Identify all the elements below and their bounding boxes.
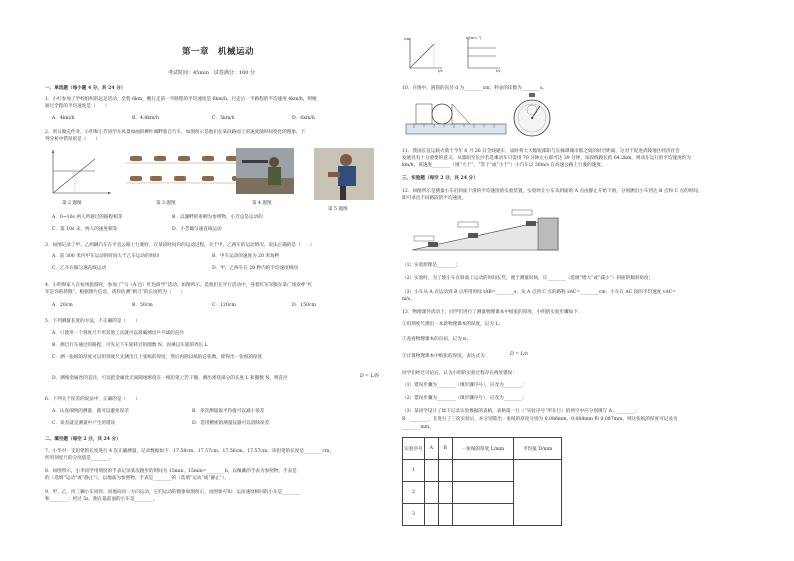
q12-step-1: （1）实验原理是________； xyxy=(402,263,461,268)
q13-discussion: 同学们经过讨论后，认为小明的实验过程存在两处错误： xyxy=(402,371,517,376)
figure-3-caption: 第 3 题图 xyxy=(156,201,176,206)
figure-4-caption: 第 4 题图 xyxy=(252,201,272,206)
question-12-line-1: 12．如图所示是测量小车沿斜面下滑的平均速度的实验装置，实验时让小车从斜面的 A 点由静止开始下滑，分别测出小车到达 B 点和 C 点的时间， xyxy=(402,189,703,194)
q2-speed-time-graph xyxy=(45,147,113,199)
q3-option-d: D．甲、乙两车在 20 秒内的平均速度相同 xyxy=(212,266,298,271)
question-7-line-2: 所用刻度尺的分度值是________。 xyxy=(45,456,114,461)
question-3: 3．如图记录了甲、乙两辆汽车在平直公路上行驶时，在某段时间内的运动过程，关于甲、乙两车的运动情况，说法正确的是（ ） xyxy=(45,243,315,248)
table-header-cell: A xyxy=(424,438,438,460)
q4-option-a: A．20cm xyxy=(52,303,73,308)
section-heading-1: 一、单选题（每小题 4 分，共 24 分） xyxy=(45,86,126,91)
q13-table-note-3: ________mm。 xyxy=(402,425,434,430)
question-10: 10．在图中，圆筒的直径 d 为________cm；秒表的读数为________s。 xyxy=(402,86,548,91)
table-cell xyxy=(452,482,514,504)
table-header-row xyxy=(403,438,562,460)
q2-option-c: C．第 10s 末，两人的速度相等 xyxy=(52,227,118,232)
table-average-cell xyxy=(514,460,562,526)
question-8-line-1: 8．如图所示，小李同学用刻度的手表记录某次跑步的时间为 15min，15min=________h，以佩戴的手表为参照物，手表是 xyxy=(45,469,297,474)
q3-option-c: C．乙车在做匀速直线运动 xyxy=(52,266,107,271)
q4-soldier-photo xyxy=(236,148,294,194)
question-11-line-1: 11．我国长征运载火箭于今年 6 月 26 日全线通车，届时将大大缩短邵阳与长株潭城市群之间的时空距离，这对于促进武陵地区经济社会 xyxy=(402,149,680,154)
q5-option-a: A．只使用一个刻度尺不用其他工具就可以准确测出乒乓球的直径 xyxy=(52,331,184,336)
q13-data-table xyxy=(402,437,562,526)
table-cell xyxy=(424,460,438,482)
q3-cars-illustration xyxy=(124,150,248,190)
q13-step-2: ②查看物理课本的页码，记为 n； xyxy=(402,337,471,342)
question-7-line-1: 7．小华对一支铅笔的长度进行 4 次正确测量，记录数据如下：17.58cm、17.57cm、17.56cm、17.57cm，该铅笔的长度是________cm， xyxy=(45,449,334,454)
table-cell: 3 xyxy=(403,504,425,526)
question-2-line-1: 2．周日做完作业，小明和小芳同学在风景如画的柳叶湖畔骑自行车，如图所示是他们在某段路面上的速度随时间变化的图象，下 xyxy=(45,130,306,135)
table-header-cell: 平均值 D/mm xyxy=(514,438,562,460)
q3-option-b: B．甲车运动的速度为 20 米每秒 xyxy=(212,254,280,259)
question-1-line-2: 通过全程的平均速度是（ ） xyxy=(45,104,110,109)
section-heading-3: 三、实验题（每空 2 分，共 24 分） xyxy=(402,176,478,181)
question-6: 6．下列关于误差的说法中，正确的是（ ） xyxy=(45,397,140,402)
q1-option-c: C．5km/h xyxy=(212,116,235,121)
q5-runner-photo xyxy=(314,148,374,200)
question-11-line-2: 发展具有十分重要的意义。从邵阳至长沙若选乘动车只需用 70 分钟左右即可达 39 分钟，该段线路长约 64.2km，则动车运行的平均速度约为 xyxy=(402,156,692,161)
g1-y-label: s/m xyxy=(404,37,411,41)
q2-option-b: B．以湖畔的垂柳为参照物，小芳总是运动的 xyxy=(172,215,263,220)
q1-option-d: D．6km/h xyxy=(292,116,315,121)
table-cell xyxy=(438,504,452,526)
figure-5-caption: 第 5 题图 xyxy=(328,207,348,212)
q13-table-note-1: （3）某同学设计了如下记录实验数据的表格，表格第一行（“实验序号”所在行）的两空中应分别填写 A：________； xyxy=(402,409,640,414)
q6-option-a: A．认真细致的测量，就可以避免误差 xyxy=(52,409,129,414)
exam-info: 考试时间：45min 试卷满分：100 分 xyxy=(168,70,256,76)
q6-option-d: D．选用精密的测量仪器可以消除误差 xyxy=(192,421,270,426)
table-cell xyxy=(424,482,438,504)
table-header-cell: B xyxy=(438,438,452,460)
q5-formula: D = L/N xyxy=(360,374,380,379)
q5-option-b: B．测自行车通过的路程，可先记下车轮转过的圈数 N，再乘以车轮的周长 L xyxy=(52,343,208,348)
question-12-line-2: 即可求出不同路段的平均速度。 xyxy=(402,196,467,201)
q1-option-a: A．4km/h xyxy=(52,116,75,121)
table-cell xyxy=(424,504,438,526)
q2-option-d: D．小芳做匀速直线运动 xyxy=(172,227,222,232)
q12-step-3: （3）小车从 A 点运动到 B 点所用时间 tAB=________s；从 A 点到 C 点的路程 sAC=________cm；小车在 AC 段的平均速度 vAC= xyxy=(402,290,677,295)
table-cell xyxy=(452,504,514,526)
q13-table-note-2: B：________，在进行了三次实验后，并分别算出一张纸的厚度分别为 0.086mm、0.088mm 和 0.087mm，则这张纸的厚度可记录为 xyxy=(402,417,678,422)
table-cell xyxy=(438,482,452,504)
left-column xyxy=(40,0,395,561)
q2-option-a: A．0~10s 两人所通过的路程相等 xyxy=(52,215,123,220)
q12-incline-figure xyxy=(408,208,568,256)
q10-ruler-cylinder-figure xyxy=(404,98,514,138)
section-heading-2: 二、填空题（每空 2 分，共 24 分） xyxy=(45,437,121,442)
right-column xyxy=(402,0,764,561)
table-cell xyxy=(452,460,514,482)
q5-option-d: D．测细金属丝的直径，可以把金属丝无间隙地密绕在一根铅笔上若干圈，测出密绕部分的长度 L 和圈数 N，则直径 xyxy=(52,376,288,381)
question-8-line-2: 的（选填“运动”或“静止”），以地面为参照物，手表是________的（选填“运动”或“静止”）。 xyxy=(45,476,230,481)
q13-step-3: ③计算物理课本中纸张的厚度，表达式为 xyxy=(402,354,485,359)
table-cell: 1 xyxy=(403,460,425,482)
figure-2-caption: 第 2 题图 xyxy=(62,201,82,206)
question-5: 5．下列测量长度的方法，不正确的是（ ） xyxy=(45,319,140,324)
question-9-line-2: 和________；经过 5s，跑在最前面的小车是________。 xyxy=(45,497,158,502)
g1-x-label: t/s xyxy=(438,69,443,73)
g2-y-label: v/(m·s⁻¹) xyxy=(466,36,482,40)
table-row xyxy=(403,460,562,482)
q6-option-b: B．多次测量取平均值可以减小误差 xyxy=(192,409,265,414)
table-header-cell: 一张纸的厚度 L/mm xyxy=(452,438,514,460)
page-title: 第一章 机械运动 xyxy=(182,47,255,57)
q1-option-b: B．4.8km/h xyxy=(132,116,159,121)
q6-option-c: C．误差就是测量中产生的错误 xyxy=(52,421,116,426)
question-1-line-1: 1．小红参加了学校组织的远足活动，全程 6km，她行走前一半路程的平均速度是 6km/h，行走后一半路程的平均速度 4km/h，则她 xyxy=(45,97,317,102)
q4-option-d: D．150cm xyxy=(292,303,316,308)
question-13: 13．物理课外活动上，同学们进行了测量物理课本中纸张的厚度，小明的实验步骤如下： xyxy=(402,310,583,315)
q3-option-a: A．前 300 米内甲车运动的时间大于乙车运动的时间 xyxy=(52,254,159,259)
question-4-line-1: 4．小明和家人在杭州旅游时，参加了“马（A 包）红色研学”活动，如图所示，是他们在步行活动中，身着红军军服在某广场欢呼“红 xyxy=(45,283,313,288)
q5-option-c: C．测一张纸的厚度可以用刻度尺先测出几十张纸的厚度，然后再除以纸的总张数，即得出一张纸的厚度 xyxy=(52,355,263,360)
q13-error-1: （1）错误步骤为________（填步骤序号），应改为________； xyxy=(402,383,527,388)
q13-step-1: ①用刻度尺测出一本新物理课本的厚度，记为 L； xyxy=(402,322,503,327)
question-2-line-2: 列分析中错误的是（ ） xyxy=(45,137,101,142)
table-cell: 2 xyxy=(403,482,425,504)
question-9-line-1: 9．甲、乙、丙三辆小车同时、同地向同一方向运动，它们运动的图象如图所示，由图象可知：运动速度相同的小车是________ xyxy=(45,490,301,495)
q12-step-3-unit: m/s。 xyxy=(402,297,415,302)
q4-option-b: B．50cm xyxy=(132,303,153,308)
table-header-cell: 实验序号 xyxy=(403,438,425,460)
q10-stopwatch-figure xyxy=(510,92,554,140)
question-11-line-3: km/h，该速度________（填“大于”、“等于”或“小于”）小汽车以 30m/s 在高速公路上行驶的速度。 xyxy=(402,163,606,168)
q4-option-c: C．120cm xyxy=(212,303,236,308)
q13-error-2: （2）错误步骤为________（填步骤序号），应改为________； xyxy=(402,396,527,401)
q13-formula: D = L/n xyxy=(510,352,529,357)
question-4-line-2: 军是你的骄傲”。根据图片信息，请你估测“刺刀”的长度约为（ ） xyxy=(45,290,186,295)
table-cell xyxy=(438,460,452,482)
g2-x-label: t/s xyxy=(496,69,501,73)
q12-step-2: （2）实验时，为了使小车在斜面上运动的时间长些，便于测量时间，应________（选填“增大”或“减小”）斜面的倾斜角度； xyxy=(402,276,654,281)
